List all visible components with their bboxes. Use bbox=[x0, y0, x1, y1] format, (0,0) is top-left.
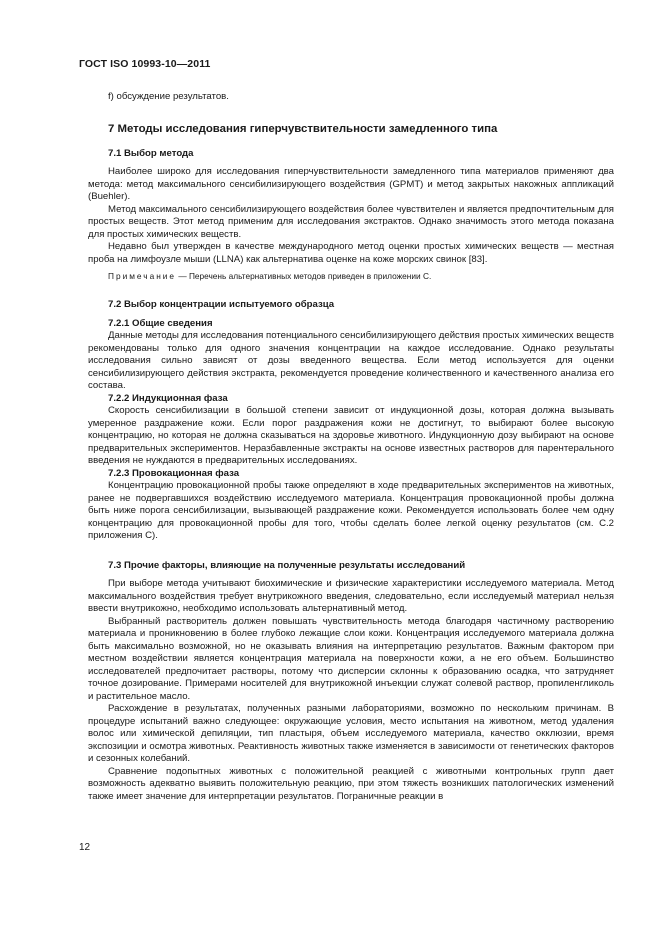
subsection-7-2-3-title: 7.2.3 Провокационная фаза bbox=[108, 467, 240, 479]
paragraph-7-3-4: Сравнение подопытных животных с положительной реакцией с животными контрольных групп дает возможность адекватно выявить положительную реакцию, при этом тяжесть возникших патологических изменений также имеет значение для интерпретации результатов. Пограничные реакции в bbox=[88, 765, 614, 802]
page-number: 12 bbox=[79, 842, 91, 853]
list-item-f: f) обсуждение результатов. bbox=[108, 91, 229, 102]
paragraph-7-2-2: Скорость сенсибилизации в большой степени зависит от индукционной дозы, которая должна вызывать умеренное раздражение кожи. Если порог раздражения кожи не достигнут, то выбирают более высокую концентрацию, но которая не должна сказываться на здоровье животного. Индукционную дозу выбирают на основе предварительных экспериментов. Неразбавленные экстракты на основе известных растворов для парентерального введения не нуждаются в предварительных исследованиях. bbox=[88, 405, 614, 466]
subsection-7-3-title: 7.3 Прочие факторы, влияющие на полученные результаты исследований bbox=[108, 559, 466, 571]
page-content bbox=[88, 91, 614, 803]
paragraph-7-2-1: Данные методы для исследования потенциального сенсибилизирующего действия простых химических веществ рекомендованы только для одного значения концентрации на каждое исследование. Однако результаты исследования сильно зависят от дозы введенного вещества. Если метод используется для оценки сенсибилизирующего действия экстракта, рекомендуется проведение количественного и качественного анализа его состава. bbox=[88, 330, 614, 391]
paragraph-7-3-2: Выбранный растворитель должен повышать чувствительность метода благодаря частичному растворению материала и проникновению в более глубоко лежащие слои кожи. Концентрация исследуемого материала должна быть максимально возможной, но не оказывать влияния на интерпретацию результатов. Важным фактором при местном воздействии является концентрация материала на поверхности кожи, а не его объем. Большинство исследователей предпочитает растворы, потому что дисперсии склонны к образованию осадка, что затрудняет точное дозирование. Примерами носителей для внутрикожной инъекции служат солевой раствор, пропиленгликоль и растительное масло. bbox=[88, 615, 614, 702]
paragraph-7-3-1: При выборе метода учитывают биохимические и физические характеристики исследуемого материала. Метод максимального воздействия требует внутрикожного введения, следовательно, если исследуемый материал нельзя ввести внутрикожно, необходимо использовать альтернативный метод. bbox=[88, 578, 614, 614]
subsection-7-1-title: 7.1 Выбор метода bbox=[108, 147, 194, 159]
paragraph-7-2-3: Концентрацию провокационной пробы также определяют в ходе предварительных экспериментов на животных, ранее не подвергавшихся воздействию исследуемого материала. Концентрация провокационной пробы должна быть ниже порога сенсибилизации, вызывающей раздражение кожи. Рекомендуется использовать более чем одну концентрацию для провокационной пробы для того, чтобы сделать более легкой оценку результатов (см. С.2 приложения С). bbox=[88, 480, 614, 541]
paragraph-7-1-1: Наиболее широко для исследования гиперчувствительности замедленного типа материалов применяют два метода: метод максимального сенсибилизирующего воздействия (GPMT) и метод закрытых накожных аппликаций (Buehler). bbox=[88, 166, 614, 202]
document-header: ГОСТ ISO 10993-10—2011 bbox=[79, 58, 211, 70]
note bbox=[108, 271, 614, 282]
paragraph-7-1-3: Недавно был утвержден в качестве международного метод оценки простых химических веществ — местная проба на лимфоузле мыши (LLNA) как альтернатива оценке на коже морских свинок [83]. bbox=[88, 241, 614, 265]
subsection-7-2-1-title: 7.2.1 Общие сведения bbox=[108, 317, 213, 329]
paragraph-7-3-3: Расхождение в результатах, полученных разными лабораториями, возможно по нескольким причинам. В процедуре испытаний важно следующее: окружающие условия, место испытания на животном, метод удаления волос или химической депиляции, тип пластыря, объем исследуемого материала, качество окклюзии, время экспозиции и осмотра животных. Реактивность животных также изменяется в зависимости от генетических факторов и сезонных колебаний. bbox=[88, 703, 614, 764]
paragraph-7-1-2: Метод максимального сенсибилизирующего воздействия более чувствителен и является предпочтительным для простых веществ. Этот метод применим для исследования экстрактов. Однако значимость этого метода показана для простых химических веществ. bbox=[88, 203, 614, 240]
note-text: — Перечень альтернативных методов приведен в приложении С. bbox=[176, 271, 432, 281]
subsection-7-2-2-title: 7.2.2 Индукционная фаза bbox=[108, 392, 228, 404]
section-7-title: 7 Методы исследования гиперчувствительности замедленного типа bbox=[108, 122, 498, 135]
note-label: Примечание bbox=[108, 271, 177, 281]
subsection-7-2-title: 7.2 Выбор концентрации испытуемого образца bbox=[108, 299, 335, 310]
